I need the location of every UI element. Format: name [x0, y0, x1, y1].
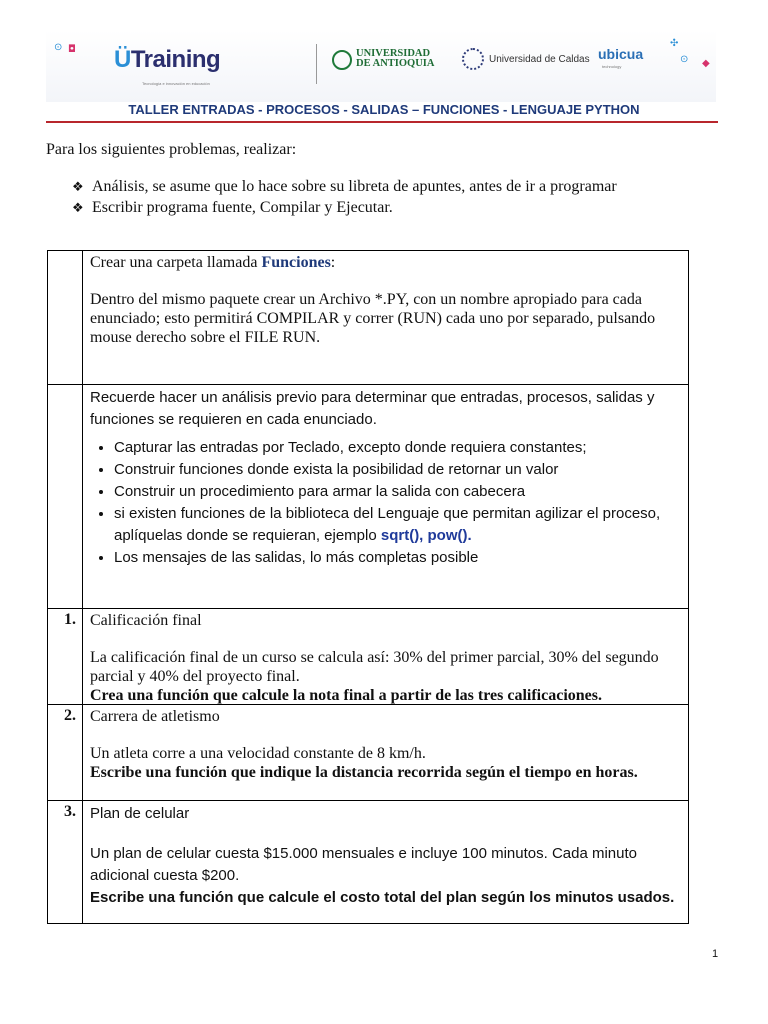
list-item: • si existen funciones de la biblioteca del Lenguaje que permitan agilizar el proceso, aplíquelas donde se requieran, ejemplo sqrt(), pow(). [114, 503, 680, 547]
document-title: TALLER ENTRADAS - PROCESOS - SALIDAS – FUNCIONES - LENGUAJE PYTHON [128, 102, 640, 117]
folder-name: Funciones [261, 254, 331, 271]
guidelines-intro: Recuerde hacer un análisis previo para determinar que entradas, procesos, salidas y funciones se requieren en cada enunciado. [90, 389, 655, 428]
title-rule [46, 121, 718, 123]
instructions-paragraph: Dentro del mismo paquete crear un Archivo *.PY, con un nombre apropiado para cada enunciado; esto permitirá COMPILAR y correr (RUN) cada uno por separado, pulsando mouse derecho sobre el FILE RUN. [90, 291, 656, 346]
problem-statement: Un plan de celular cuesta $15.000 mensuales e incluye 100 minutos. Cada minuto adicional cuesta $200. [90, 845, 638, 884]
ubicua-logo-subtitle: technology [602, 64, 622, 69]
problem-number: 2. [48, 705, 83, 800]
problem-task: Crea una función que calcule la nota final a partir de las tres calificaciones. [90, 687, 602, 704]
table-row [48, 705, 688, 801]
problem-cell [83, 705, 688, 800]
training-logo: ÜTraining [114, 46, 221, 73]
code-example: sqrt(), pow(). [380, 527, 472, 544]
ubicua-logo: ubicua [598, 46, 644, 62]
row-number-cell [48, 385, 83, 608]
training-logo-subtitle: Tecnología e innovación en educación [142, 81, 210, 86]
intro-text: Para los siguientes problemas, realizar: [46, 141, 297, 158]
intro-bullet-list [72, 177, 617, 219]
problem-statement: La calificación final de un curso se calcula así: 30% del primer parcial, 30% del segundo parcial y 40% del proyecto final. [90, 649, 659, 685]
table-row [48, 385, 688, 609]
diamond-bullet-icon: ❖ [72, 180, 84, 195]
diamond-bullet-icon: ❖ [72, 201, 84, 216]
problem-number: 3. [48, 801, 83, 923]
list-item: ❖ Escribir programa fuente, Compilar y Ejecutar. [72, 198, 617, 219]
problem-title: Carrera de atletismo [90, 708, 220, 725]
problem-title: Plan de celular [90, 805, 190, 822]
header-banner [46, 30, 716, 102]
guidelines-list [90, 437, 680, 569]
list-item: • Los mensajes de las salidas, lo más completas posible [114, 547, 680, 569]
list-item: • Construir funciones donde exista la posibilidad de retornar un valor [114, 459, 680, 481]
guidelines-cell [83, 385, 688, 608]
udea-seal-icon [332, 50, 352, 70]
list-item: • Construir un procedimiento para armar la salida con cabecera [114, 481, 680, 503]
table-row [48, 801, 688, 923]
row-number-cell [48, 251, 83, 384]
table-row [48, 609, 688, 705]
caldas-seal-icon [462, 48, 484, 70]
caldas-logo: Universidad de Caldas [489, 54, 590, 65]
logo-divider [316, 44, 317, 84]
decorative-icon: ◘ [68, 44, 76, 55]
problems-table [47, 250, 689, 924]
problem-task: Escribe una función que calcule el costo total del plan según los minutos usados. [90, 889, 675, 906]
list-item: • Capturar las entradas por Teclado, excepto donde requiera constantes; [114, 437, 680, 459]
page-number: 1 [712, 948, 719, 960]
problem-statement: Un atleta corre a una velocidad constante de 8 km/h. [90, 745, 426, 762]
decorative-icon: ⊙ [680, 54, 689, 65]
table-row [48, 251, 688, 385]
list-item: ❖ Análisis, se asume que lo hace sobre su libreta de apuntes, antes de ir a programar [72, 177, 617, 198]
decorative-icon: ⊙ [54, 42, 63, 53]
problem-cell [83, 801, 688, 923]
decorative-icon: ◆ [702, 58, 710, 69]
decorative-icon: ✣ [670, 38, 679, 49]
problem-title: Calificación final [90, 612, 202, 629]
problem-cell [83, 609, 688, 704]
udea-logo: UNIVERSIDAD DE ANTIOQUIA [356, 48, 435, 69]
problem-number: 1. [48, 609, 83, 704]
instructions-cell: Crear una carpeta llamada Funciones: Dentro del mismo paquete crear un Archivo *.PY, con un nombre apropiado para cada enunciado; esto permitirá COMPILAR y correr (RUN) cada uno por separado, pulsando mouse derecho sobre el FILE RUN. [83, 251, 688, 384]
problem-task: Escribe una función que indique la distancia recorrida según el tiempo en horas. [90, 764, 638, 781]
